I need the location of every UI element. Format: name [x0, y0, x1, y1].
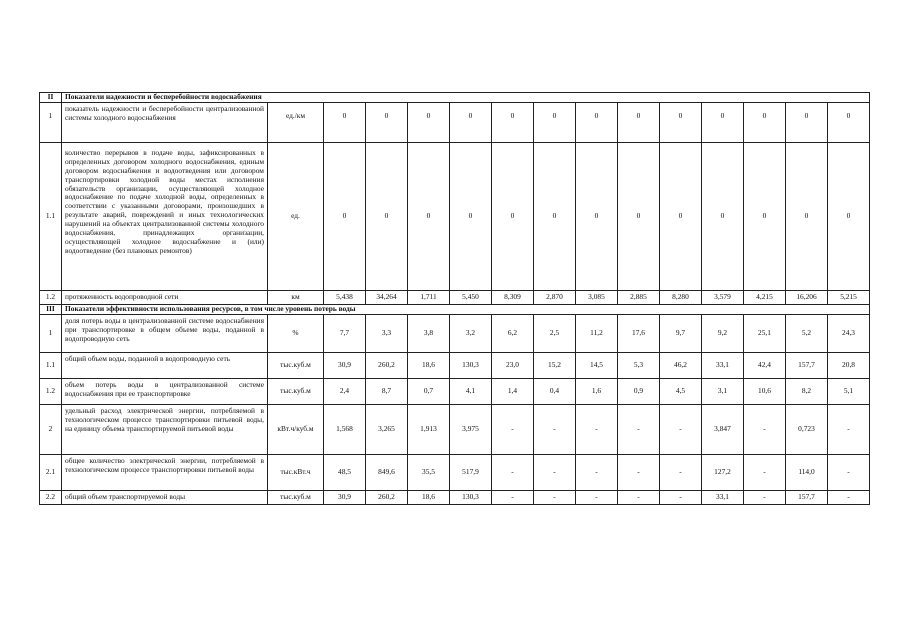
value-cell: 3,265 [366, 404, 408, 454]
value-cell: 0,723 [786, 404, 828, 454]
value-cell: 0 [576, 103, 618, 143]
value-cell: 0 [618, 103, 660, 143]
value-cell: - [660, 454, 702, 490]
value-cell: 18,6 [408, 352, 450, 378]
row-number: 2.1 [40, 454, 62, 490]
row-description: протяженность водопроводной сети [62, 291, 268, 305]
value-cell: 2,870 [534, 291, 576, 305]
value-cell: 1,6 [576, 378, 618, 404]
value-cell: 0 [366, 143, 408, 291]
section-number: III [40, 304, 62, 314]
value-cell: 2,4 [324, 378, 366, 404]
value-cell: 34,264 [366, 291, 408, 305]
row-number: 1.1 [40, 143, 62, 291]
value-cell: 127,2 [702, 454, 744, 490]
value-cell: - [660, 490, 702, 504]
row-description: общее количество электрической энергии, потребляемой в технологическом процессе транспортировки питьевой воды [62, 454, 268, 490]
value-cell: 30,9 [324, 490, 366, 504]
value-cell: 9,2 [702, 314, 744, 352]
value-cell: - [744, 404, 786, 454]
value-cell: - [828, 490, 870, 504]
value-cell: 10,6 [744, 378, 786, 404]
value-cell: 0 [744, 103, 786, 143]
value-cell: 2,885 [618, 291, 660, 305]
value-cell: 0 [744, 143, 786, 291]
value-cell: 2,5 [534, 314, 576, 352]
value-cell: 11,2 [576, 314, 618, 352]
value-cell: 0 [408, 143, 450, 291]
value-cell: 8,2 [786, 378, 828, 404]
value-cell: 8,7 [366, 378, 408, 404]
table-row-iii-2 [40, 404, 870, 454]
value-cell: 42,4 [744, 352, 786, 378]
section-header-ii [40, 93, 870, 103]
value-cell: - [534, 454, 576, 490]
section-title: Показатели эффективности использования ресурсов, в том числе уровень потерь воды [62, 304, 870, 314]
row-number: 1.2 [40, 378, 62, 404]
row-number: 1 [40, 314, 62, 352]
value-cell: 25,1 [744, 314, 786, 352]
row-number: 1 [40, 103, 62, 143]
value-cell: 0 [324, 103, 366, 143]
table-body [40, 93, 870, 505]
value-cell: 48,5 [324, 454, 366, 490]
value-cell: 849,6 [366, 454, 408, 490]
value-cell: 7,7 [324, 314, 366, 352]
value-cell: - [618, 404, 660, 454]
value-cell: 15,2 [534, 352, 576, 378]
value-cell: 0 [450, 103, 492, 143]
row-unit: ед. [268, 143, 324, 291]
row-description: количество перерывов в подаче воды, зафиксированных в определенных договором холодного водоснабжения, единым договором водоснабжения и водоотведения или договором транспортировки холодной воды местах исполнения обязательств организации, осуществляющей холодное водоснабжение по подаче холодной воды, определенных в соответствии с указанными договорами, произошедших в результате аварий, повреждений и иных технологических нарушений на объектах централизованной системы холодного водоснабжения, принадлежащих организации, осуществляющей холодное водоснабжение и (или) водоотведение (без плановых ремонтов) [62, 143, 268, 291]
row-description: общий объем воды, поданной в водопроводную сеть [62, 352, 268, 378]
row-description: доля потерь воды в централизованной системе водоснабжения при транспортировке в общем объеме воды, поданной в водопроводную сеть [62, 314, 268, 352]
value-cell: - [618, 454, 660, 490]
value-cell: 5,215 [828, 291, 870, 305]
row-description: объем потерь воды в централизованной системе водоснабжения при ее транспортировке [62, 378, 268, 404]
value-cell: 130,3 [450, 490, 492, 504]
table-row-iii-2-2 [40, 490, 870, 504]
value-cell: 0 [534, 103, 576, 143]
value-cell: 35,5 [408, 454, 450, 490]
table-row-row-1-1 [40, 143, 870, 291]
value-cell: 260,2 [366, 490, 408, 504]
value-cell: 4,1 [450, 378, 492, 404]
table-row-iii-2-1 [40, 454, 870, 490]
section-header-iii [40, 304, 870, 314]
value-cell: 157,7 [786, 352, 828, 378]
value-cell: 0 [660, 143, 702, 291]
value-cell: 5,2 [786, 314, 828, 352]
row-unit: ед./км [268, 103, 324, 143]
value-cell: 1,913 [408, 404, 450, 454]
value-cell: 0 [828, 143, 870, 291]
value-cell: 0 [492, 143, 534, 291]
value-cell: 14,5 [576, 352, 618, 378]
value-cell: 17,6 [618, 314, 660, 352]
value-cell: - [828, 454, 870, 490]
table-row-iii-1-1 [40, 352, 870, 378]
value-cell: 8,280 [660, 291, 702, 305]
value-cell: 3,847 [702, 404, 744, 454]
value-cell: 9,7 [660, 314, 702, 352]
value-cell: - [492, 490, 534, 504]
value-cell: - [744, 490, 786, 504]
value-cell: 0 [492, 103, 534, 143]
value-cell: 33,1 [702, 352, 744, 378]
row-number: 2.2 [40, 490, 62, 504]
value-cell: 3,2 [450, 314, 492, 352]
indicators-table [39, 92, 870, 505]
value-cell: 157,7 [786, 490, 828, 504]
value-cell: - [534, 490, 576, 504]
value-cell: 0 [618, 143, 660, 291]
value-cell: 5,3 [618, 352, 660, 378]
value-cell: 517,9 [450, 454, 492, 490]
value-cell: 0 [702, 103, 744, 143]
row-unit: тыс.куб.м [268, 352, 324, 378]
row-unit: % [268, 314, 324, 352]
value-cell: 46,2 [660, 352, 702, 378]
value-cell: - [660, 404, 702, 454]
value-cell: 6,2 [492, 314, 534, 352]
value-cell: - [534, 404, 576, 454]
value-cell: 3,579 [702, 291, 744, 305]
row-unit: тыс.куб.м [268, 378, 324, 404]
value-cell: 5,438 [324, 291, 366, 305]
value-cell: 3,975 [450, 404, 492, 454]
table-row-row-1 [40, 103, 870, 143]
row-unit: кВт.ч/куб.м [268, 404, 324, 454]
value-cell: - [492, 404, 534, 454]
row-number: 2 [40, 404, 62, 454]
row-unit: тыс.куб.м [268, 490, 324, 504]
value-cell: 0 [702, 143, 744, 291]
value-cell: 24,3 [828, 314, 870, 352]
value-cell: 0 [408, 103, 450, 143]
value-cell: 5,450 [450, 291, 492, 305]
value-cell: 3,3 [366, 314, 408, 352]
row-description: удельный расход электрической энергии, потребляемой в технологическом процессе транспортировки питьевой воды, на единицу объема транспортируемой питьевой воды [62, 404, 268, 454]
value-cell: 3,085 [576, 291, 618, 305]
value-cell: - [828, 404, 870, 454]
row-number: 1.1 [40, 352, 62, 378]
value-cell: 0 [366, 103, 408, 143]
value-cell: - [576, 404, 618, 454]
value-cell: - [618, 490, 660, 504]
value-cell: 16,206 [786, 291, 828, 305]
row-description: показатель надежности и бесперебойности централизованной системы холодного водоснабжения [62, 103, 268, 143]
value-cell: 1,4 [492, 378, 534, 404]
value-cell: 0 [828, 103, 870, 143]
value-cell: 114,0 [786, 454, 828, 490]
section-number: II [40, 93, 62, 103]
row-unit: км [268, 291, 324, 305]
value-cell: 0 [786, 143, 828, 291]
value-cell: 3,8 [408, 314, 450, 352]
value-cell: - [744, 454, 786, 490]
value-cell: 4,215 [744, 291, 786, 305]
value-cell: - [492, 454, 534, 490]
value-cell: 18,6 [408, 490, 450, 504]
section-title: Показатели надежности и бесперебойности водоснабжения [62, 93, 870, 103]
value-cell: 0 [660, 103, 702, 143]
value-cell: 1,711 [408, 291, 450, 305]
value-cell: 23,0 [492, 352, 534, 378]
value-cell: 0 [786, 103, 828, 143]
value-cell: 130,3 [450, 352, 492, 378]
value-cell: 0,9 [618, 378, 660, 404]
table-row-iii-1 [40, 314, 870, 352]
value-cell: 5,1 [828, 378, 870, 404]
row-unit: тыс.кВт.ч [268, 454, 324, 490]
value-cell: 0,7 [408, 378, 450, 404]
value-cell: 33,1 [702, 490, 744, 504]
value-cell: 0 [576, 143, 618, 291]
value-cell: 30,9 [324, 352, 366, 378]
value-cell: 0 [534, 143, 576, 291]
value-cell: 260,2 [366, 352, 408, 378]
value-cell: 8,309 [492, 291, 534, 305]
row-number: 1.2 [40, 291, 62, 305]
value-cell: 4,5 [660, 378, 702, 404]
value-cell: 0 [450, 143, 492, 291]
value-cell: 0,4 [534, 378, 576, 404]
value-cell: - [576, 490, 618, 504]
row-description: общий объем транспортируемой воды [62, 490, 268, 504]
value-cell: 3,1 [702, 378, 744, 404]
value-cell: - [576, 454, 618, 490]
table-row-iii-1-2 [40, 378, 870, 404]
table-row-row-1-2 [40, 291, 870, 305]
value-cell: 20,8 [828, 352, 870, 378]
value-cell: 1,568 [324, 404, 366, 454]
value-cell: 0 [324, 143, 366, 291]
